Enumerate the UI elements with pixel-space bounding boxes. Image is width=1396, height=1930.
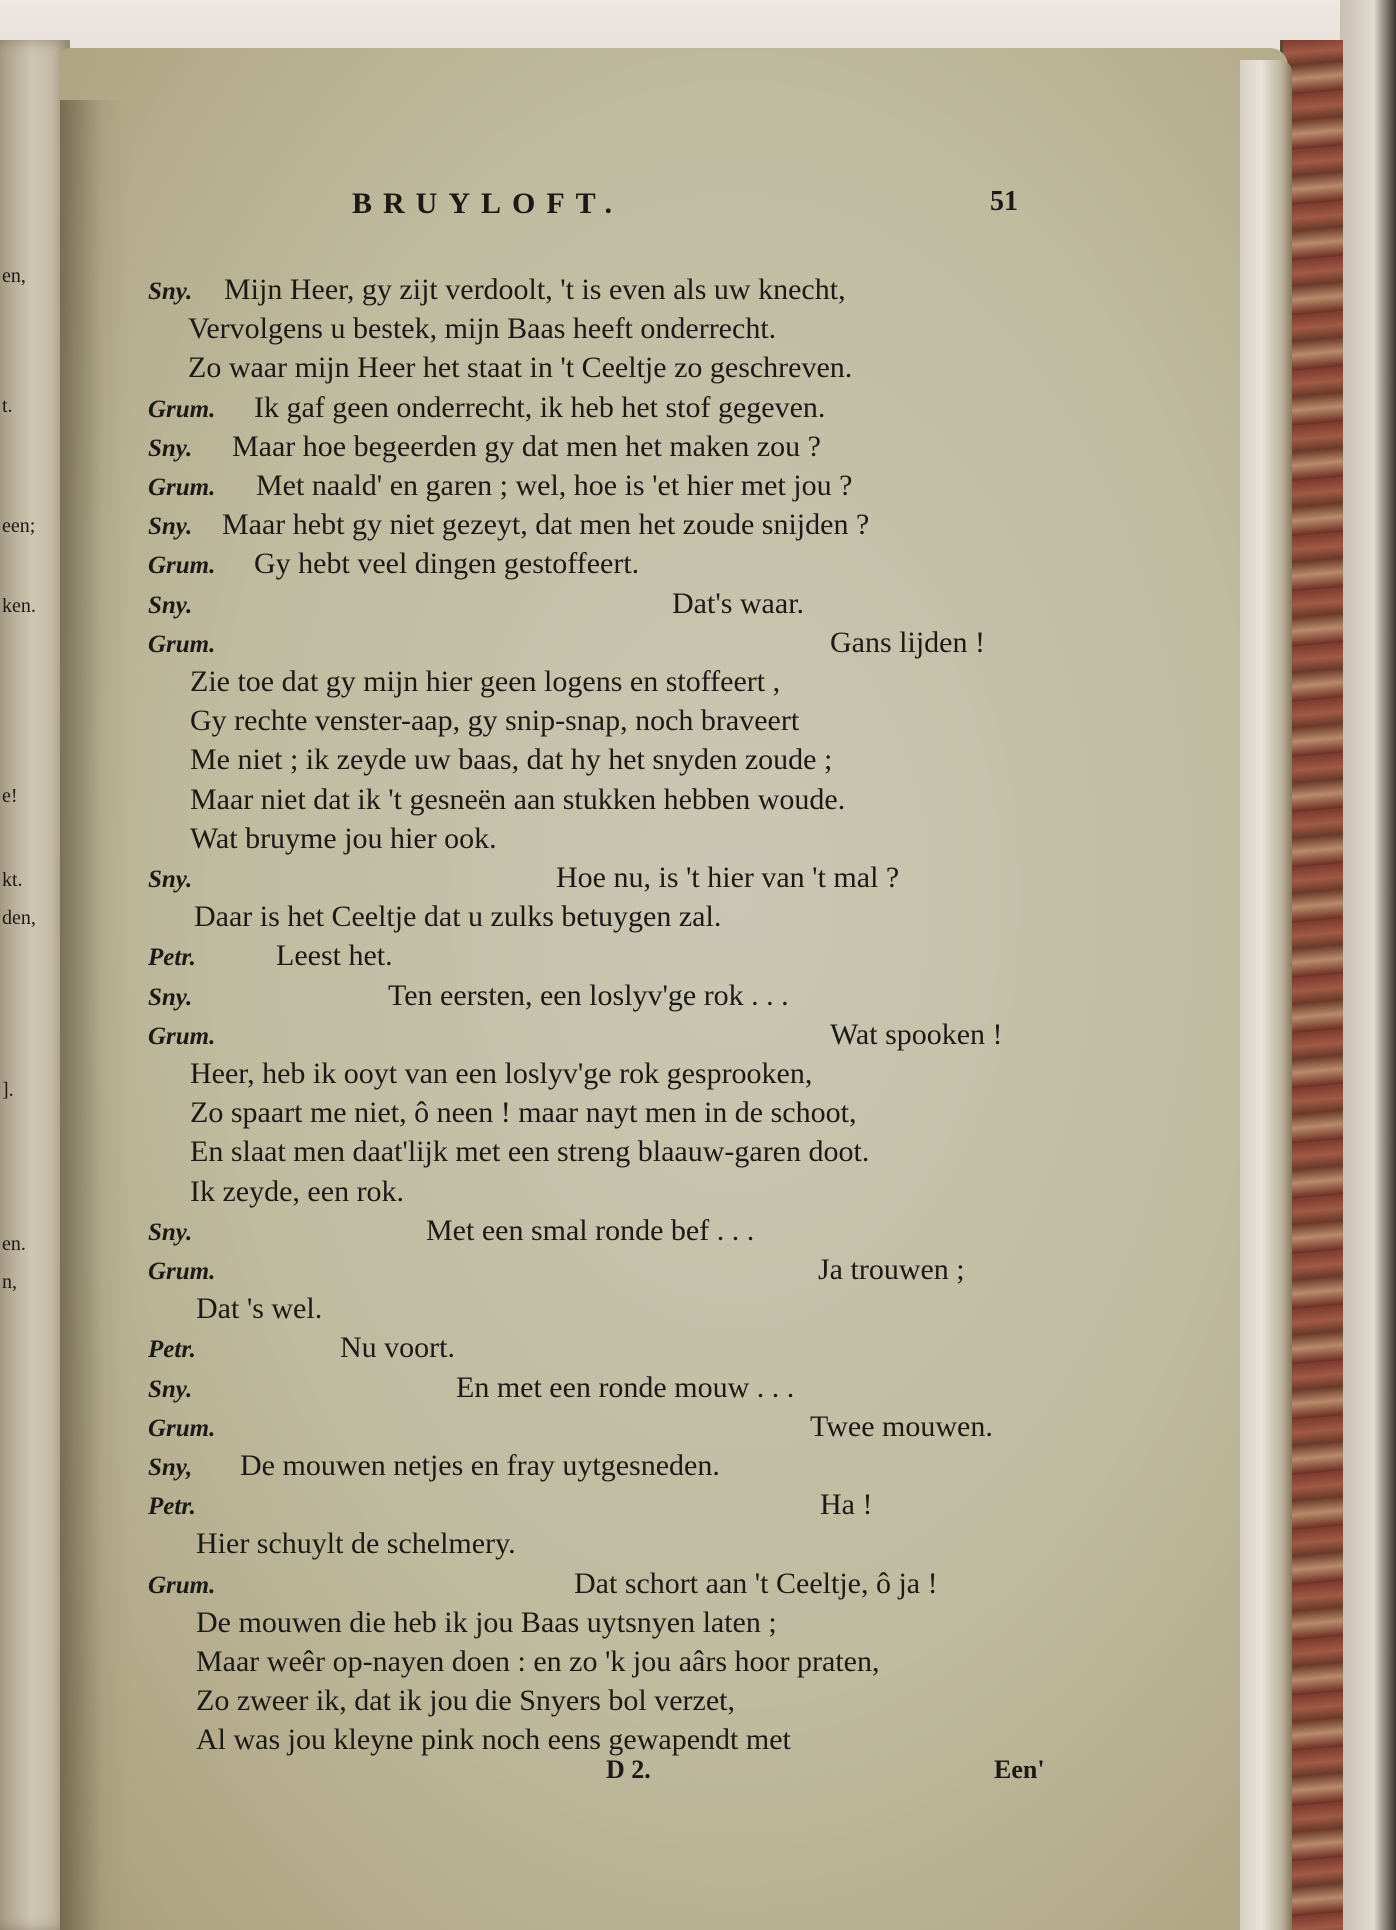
verse-line: Maar hebt gy niet gezeyt, dat men het zoude snijden ? (222, 508, 870, 542)
verse-line: Maar niet dat ik 't gesneën aan stukken hebben woude. (190, 782, 846, 816)
speaker-label: Sny. (148, 1218, 193, 1246)
running-head: BRUYLOFT. (352, 187, 623, 220)
verse-line: Met een smal ronde bef . . . (426, 1213, 755, 1247)
verse-line: Heer, heb ik ooyt van een loslyv'ge rok gesprooken, (190, 1057, 813, 1090)
verse-line: Hier schuylt de schelmery. (196, 1527, 516, 1561)
left-page-fragment: e! (2, 785, 18, 807)
speaker-label: Sny, (148, 1454, 193, 1481)
verse-line: Hoe nu, is 't hier van 't mal ? (556, 861, 900, 894)
left-page-fragment: ken. (2, 595, 36, 617)
verse-line: De mouwen die heb ik jou Baas uytsnyen laten ; (196, 1605, 777, 1639)
verse-line: Ik zeyde, een rok. (190, 1174, 405, 1208)
speaker-label: Grum. (148, 1022, 216, 1050)
verse-line: Zo zweer ik, dat ik jou die Snyers bol verzet, (196, 1684, 736, 1718)
verse-line: Dat's waar. (672, 586, 805, 620)
verse-line: Dat schort aan 't Ceeltje, ô ja ! (574, 1566, 938, 1600)
speaker-label: Sny. (148, 591, 193, 619)
verse-line: Zo spaart me niet, ô neen ! maar nayt men in de schoot, (190, 1096, 857, 1130)
verse-line: En slaat men daat'lijk met een streng blaauw-garen doot. (190, 1135, 870, 1169)
verse-line: De mouwen netjes en fray uytgesneden. (240, 1449, 720, 1482)
page-number: 51 (990, 186, 1018, 217)
catchword: Een' (994, 1755, 1045, 1784)
verse-line: Vervolgens u bestek, mijn Baas heeft onderrecht. (188, 312, 777, 346)
left-page-fragment: een; (2, 515, 36, 537)
page-fore-edge (1240, 60, 1292, 1930)
verse-line: En met een ronde mouw . . . (456, 1370, 795, 1404)
gutter-shadow (60, 100, 130, 1930)
left-page-fragment: en. (2, 1233, 26, 1255)
verse-line: Al was jou kleyne pink noch eens gewapendt met (196, 1723, 791, 1757)
verse-line: Maar weêr op-nayen doen : en zo 'k jou aârs hoor praten, (196, 1645, 880, 1678)
verse-line: Gans lijden ! (830, 625, 985, 659)
speaker-label: Grum. (148, 474, 216, 501)
verse-line: Wat bruyme jou hier ook. (190, 821, 497, 855)
speaker-label: Petr. (148, 1493, 196, 1521)
speaker-label: Grum. (148, 630, 216, 658)
speaker-label: Grum. (148, 395, 216, 423)
verse-line: Nu voort. (340, 1331, 455, 1365)
verse-line: Gy hebt veel dingen gestoffeert. (254, 547, 640, 581)
verse-line: Met naald' en garen ; wel, hoe is 'et hier met jou ? (256, 469, 853, 502)
verse-line: Leest het. (276, 939, 393, 973)
speaker-label: Sny. (148, 278, 193, 305)
verse-line: Zie toe dat gy mijn hier geen logens en stoffeert , (190, 665, 781, 698)
verse-line: Me niet ; ik zeyde uw baas, dat hy het snyden zoude ; (190, 743, 833, 777)
verse-line: Ha ! (820, 1488, 873, 1522)
left-page-fragment: n, (2, 1271, 17, 1293)
speaker-label: Grum. (148, 1414, 216, 1442)
speaker-label: Sny. (148, 866, 193, 893)
speaker-label: Sny. (148, 513, 193, 541)
speaker-label: Grum. (148, 552, 216, 580)
verse-line: Daar is het Ceeltje dat u zulks betuygen zal. (194, 900, 722, 934)
verse-line: Mijn Heer, gy zijt verdoolt, 't is even als uw knecht, (224, 273, 846, 306)
left-page-fragment: en, (2, 265, 26, 287)
verse-line: Maar hoe begeerden gy dat men het maken zou ? (232, 429, 821, 463)
verse-line: Zo waar mijn Heer het staat in 't Ceeltje zo geschreven. (188, 351, 853, 385)
verse-line: Ja trouwen ; (818, 1253, 965, 1286)
verse-line: Twee mouwen. (810, 1409, 993, 1443)
verse-line: Gy rechte venster-aap, gy snip-snap, noch braveert (190, 704, 800, 738)
left-page-fragment: ]. (2, 1079, 14, 1101)
verse-line: Wat spooken ! (830, 1017, 1003, 1051)
left-page-fragment: kt. (2, 869, 23, 891)
book-cover-edge (1340, 0, 1396, 1930)
left-page-fragment: den, (2, 907, 36, 929)
verse-line: Dat 's wel. (196, 1292, 323, 1326)
speaker-label: Petr. (148, 944, 196, 972)
speaker-label: Grum. (148, 1571, 216, 1599)
signature-mark: D 2. (606, 1755, 651, 1784)
speaker-label: Sny. (148, 983, 193, 1011)
speaker-label: Grum. (148, 1258, 216, 1285)
left-page-fragment: t. (2, 395, 13, 417)
verse-line: Ten eersten, een loslyv'ge rok . . . (388, 978, 789, 1012)
speaker-label: Sny. (148, 434, 193, 462)
speaker-label: Sny. (148, 1375, 193, 1403)
speaker-label: Petr. (148, 1336, 196, 1364)
verse-line: Ik gaf geen onderrecht, ik heb het stof gegeven. (254, 390, 826, 424)
